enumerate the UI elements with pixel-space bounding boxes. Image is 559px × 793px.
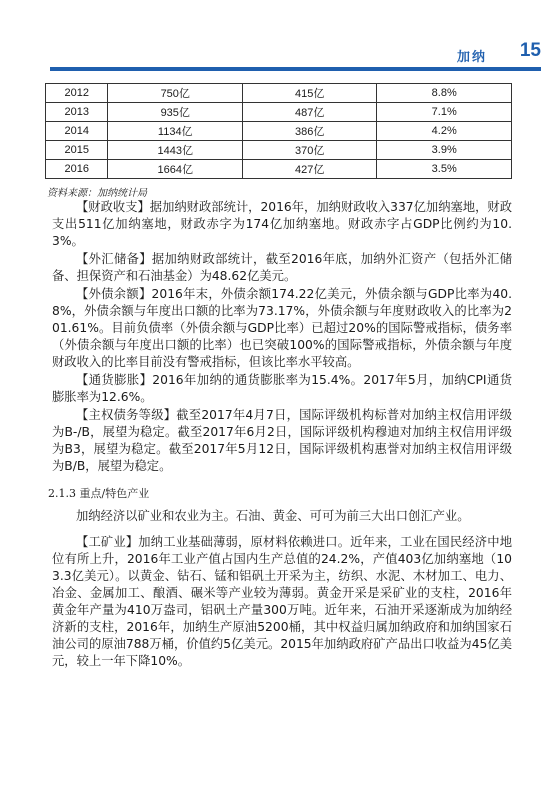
paragraph-sovereign-rating: 【主权债务等级】截至2017年4月7日，国际评级机构标普对加纳主权信用评级为B-/B，展望为稳定。截至2017年6月2日，国际评级机构穆迪对加纳主权信用评级为B3，展望为稳定。截至2017年5月12日，国际评级机构惠誉对加纳主权信用评级为B/B，展望为稳定。 [52,408,512,473]
paragraph-external-debt: 【外债余额】2016年末，外债余额174.22亿美元，外债余额与GDP比率为40.8%，外债余额与年度出口额的比率为73.17%，外债余额与年度财政收入的比率为201.61%。目前负债率（外债余额与GDP比率）已超过20%的国际警戒指标，债务率（外债余额与年度出口额的比率）也已突破100%的国际警戒指标，外债余额与年度财政收入的比率目前没有警戒指标，但该比率水平较高。 [52,287,512,369]
table-cell: 2012 [46,84,108,103]
page-number: 15 [519,40,541,61]
running-header-section: 加纳 [456,50,487,65]
page-header [0,0,559,76]
table-cell: 750亿 [108,84,243,103]
table-cell: 1664亿 [108,160,243,179]
statistics-table [45,83,512,179]
paragraph-inflation: 【通货膨胀】2016年加纳的通货膨胀率为15.4%。2017年5月，加纳CPI通货膨胀率为12.6%。 [52,373,512,404]
table-source-note: 资料来源：加纳统计局 [47,188,147,199]
table-cell: 487亿 [243,103,377,122]
paragraph-industry-intro: 加纳经济以矿业和农业为主。石油、黄金、可可为前三大出口创汇产业。 [76,509,470,523]
table-row [46,141,512,160]
table-row [46,103,512,122]
body-text [48,199,512,671]
table-row [46,122,512,141]
table-cell: 4.2% [377,122,512,141]
table-cell: 1443亿 [108,141,243,160]
table-cell: 1134亿 [108,122,243,141]
table-cell: 2016 [46,160,108,179]
table-cell: 935亿 [108,103,243,122]
table-cell: 2014 [46,122,108,141]
paragraph-forex-reserves: 【外汇储备】据加纳财政部统计，截至2016年底，加纳外汇资产（包括外汇储备、担保资产和石油基金）为48.62亿美元。 [52,252,512,283]
section-heading: 2.1.3 重点/特色产业 [48,487,150,500]
table-cell: 427亿 [243,160,377,179]
table-row [46,160,512,179]
table-row [46,84,512,103]
table-cell: 8.8% [377,84,512,103]
paragraph-fiscal: 【财政收支】据加纳财政部统计，2016年，加纳财政收入337亿加纳塞地，财政支出511亿加纳塞地，财政赤字为174亿加纳塞地。财政赤字占GDP比例约为10.3%。 [52,200,512,248]
table-cell: 3.5% [377,160,512,179]
header-rule [50,67,541,71]
paragraph-mining-industry: 【工矿业】加纳工业基础薄弱，原材料依赖进口。近年来，工业在国民经济中地位有所上升，2016年工业产值占国内生产总值的24.2%，产值403亿加纳塞地（103.3亿美元）。以黄金、钻石、锰和铝矾土开采为主，纺织、水泥、木材加工、电力、冶金、金属加工、酿酒、碾米等产业较为薄弱。黄金开采是采矿业的支柱，2016年黄金年产量为410万盎司，铝矾土产量300万吨。近年来，石油开采逐渐成为加纳经济新的支柱，2016年，加纳生产原油5200桶，其中权益归属加纳政府和加纳国家石油公司的原油788万桶，价值约5亿美元。2015年加纳政府矿产品出口收益为45亿美元，较上一年下降10%。 [52,535,512,668]
table-cell: 7.1% [377,103,512,122]
table-cell: 370亿 [243,141,377,160]
table-cell: 386亿 [243,122,377,141]
table-cell: 3.9% [377,141,512,160]
table-cell: 2015 [46,141,108,160]
table-cell: 415亿 [243,84,377,103]
table-cell: 2013 [46,103,108,122]
